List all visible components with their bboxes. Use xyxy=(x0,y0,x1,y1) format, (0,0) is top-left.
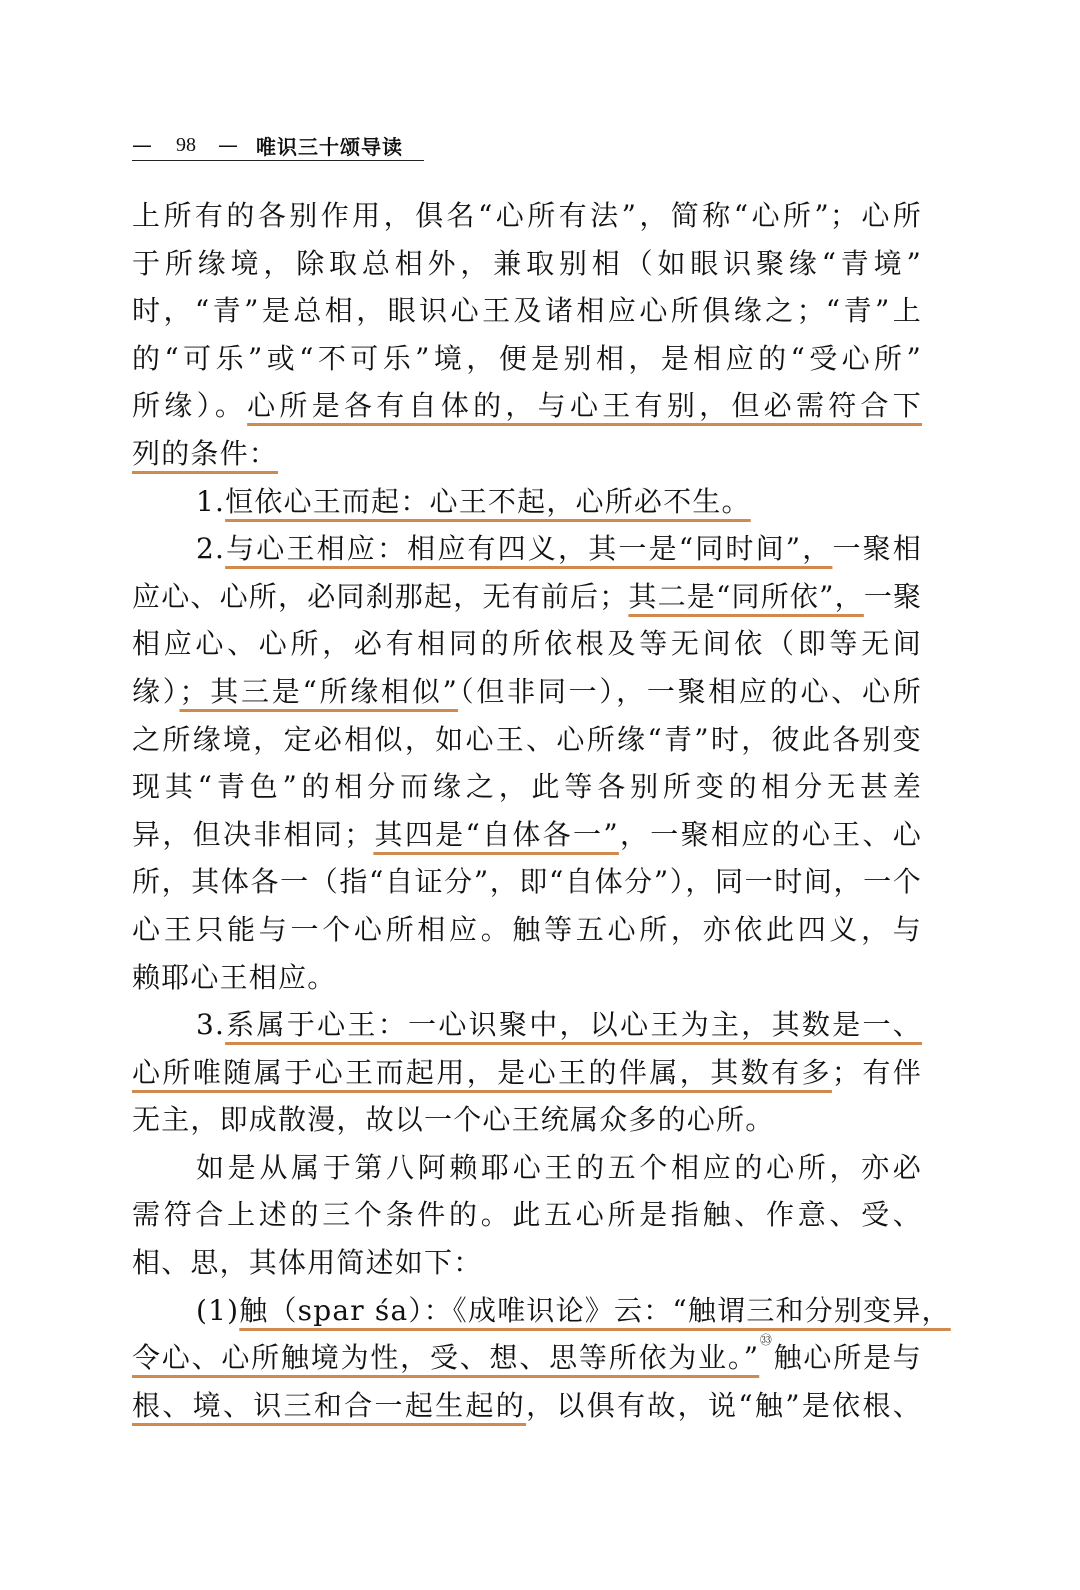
text-line xyxy=(132,716,922,764)
page-body-text xyxy=(132,192,951,1429)
footnote-marker: ㉝ xyxy=(759,1333,774,1348)
text-segment: （但非同一），一聚相应的心、心所 xyxy=(458,674,922,708)
text-segment: 1. xyxy=(196,484,226,518)
text-segment: (1) xyxy=(196,1293,240,1327)
text-line xyxy=(132,1382,922,1430)
text-segment: 如是从属于第八阿赖耶心王的五个相应的心所，亦必 xyxy=(196,1150,922,1184)
text-segment: 现其“青色”的相分而缘之，此等各别所变的相分无甚差 xyxy=(132,770,922,804)
text-segment: 相、思，其体用简述如下： xyxy=(132,1246,483,1280)
underlined-text: 根、境、识三和合一起生起的 xyxy=(132,1388,527,1422)
text-line xyxy=(132,858,922,906)
text-line xyxy=(132,192,922,240)
underlined-text: 其二是“同所依”， xyxy=(628,579,864,613)
underlined-text: ；其三是“所缘相似” xyxy=(179,674,459,708)
text-segment: 心王只能与一个心所相应。触等五心所，亦依此四义，与 xyxy=(132,912,922,946)
header-dash-left: — xyxy=(132,133,152,157)
text-segment: 赖耶心王相应。 xyxy=(132,960,337,994)
underlined-text: 心所是各有自体的，与心王有别，但必需符合下 xyxy=(247,389,922,423)
page-number: 98 xyxy=(176,133,196,156)
underlined-text: 心所唯随属于心王而起用，是心王的伴属，其数有多 xyxy=(132,1055,832,1089)
text-segment: 一聚 xyxy=(863,579,923,613)
text-line xyxy=(132,811,922,859)
text-line xyxy=(132,573,922,621)
underlined-text: 其四是“自体各一” xyxy=(373,817,619,851)
text-segment: 触心所是与 xyxy=(773,1341,922,1375)
text-line xyxy=(132,1144,922,1192)
text-line xyxy=(132,620,922,668)
text-line xyxy=(132,335,922,383)
text-segment: 上所有的各别作用，俱名“心所有法”，简称“心所”；心所 xyxy=(132,199,922,232)
text-line xyxy=(132,1239,922,1287)
text-segment: ，以俱有故，说“触”是依根、 xyxy=(526,1388,922,1422)
text-segment: 3. xyxy=(196,1008,226,1042)
text-line xyxy=(132,1049,922,1097)
text-segment: 时，“青”是总相，眼识心王及诸相应心所俱缘之；“青”上 xyxy=(132,294,922,328)
text-line xyxy=(132,240,922,288)
text-line xyxy=(132,478,922,526)
text-line xyxy=(132,1334,922,1382)
text-line xyxy=(132,382,922,430)
text-line xyxy=(132,1287,951,1335)
text-segment: 无主，即成散漫，故以一个心王统属众多的心所。 xyxy=(132,1103,775,1137)
underlined-text: 触（spar śa）：《成唯识论》云：“触谓三和分别变异， xyxy=(239,1293,951,1327)
text-segment: 于所缘境，除取总相外，兼取别相（如眼识聚缘“青境” xyxy=(132,246,922,280)
text-line xyxy=(132,954,922,1002)
running-header xyxy=(132,130,424,161)
text-line xyxy=(132,430,922,478)
book-title: 唯识三十颂导读 xyxy=(256,134,403,159)
text-line xyxy=(132,287,922,335)
underlined-text: 系属于心王：一心识聚中，以心王为主，其数是一、 xyxy=(225,1008,922,1042)
text-line xyxy=(132,1001,922,1049)
text-segment: 所缘）。 xyxy=(132,389,248,423)
text-segment: ，一聚相应的心王、心 xyxy=(618,817,922,851)
text-line xyxy=(132,668,922,716)
text-segment: ；有伴 xyxy=(831,1055,922,1089)
text-segment: 需符合上述的三个条件的。此五心所是指触、作意、受、 xyxy=(132,1198,922,1232)
text-line xyxy=(132,1191,922,1239)
text-segment: 所，其体各一（指“自证分”，即“自体分”），同一时间，一个 xyxy=(132,865,922,899)
text-segment: 应心、心所，必同刹那起，无有前后； xyxy=(132,579,629,613)
text-segment: 之所缘境，定必相似，如心王、心所缘“青”时，彼此各别变 xyxy=(132,722,922,756)
underlined-text: 恒依心王而起：心王不起，心所必不生。 xyxy=(225,484,751,518)
underlined-text: 列的条件： xyxy=(132,436,279,470)
text-segment: 缘） xyxy=(132,674,180,708)
text-line xyxy=(132,525,922,573)
text-segment: 异，但决非相同； xyxy=(132,817,374,851)
text-line xyxy=(132,906,922,954)
text-segment: 2. xyxy=(196,532,226,566)
text-line xyxy=(132,1096,922,1144)
text-segment: 的“可乐”或“不可乐”境，便是别相，是相应的“受心所” xyxy=(132,341,922,375)
underlined-text: 与心王相应：相应有四义，其一是“同时间”， xyxy=(225,532,833,566)
header-dash-right: — xyxy=(218,133,238,157)
text-segment: 一聚相 xyxy=(832,532,922,566)
text-segment: 相应心、心所，必有相同的所依根及等无间依（即等无间 xyxy=(132,627,922,661)
text-line xyxy=(132,763,922,811)
underlined-text: 令心、心所触境为性，受、想、思等所依为业。” xyxy=(132,1341,760,1375)
